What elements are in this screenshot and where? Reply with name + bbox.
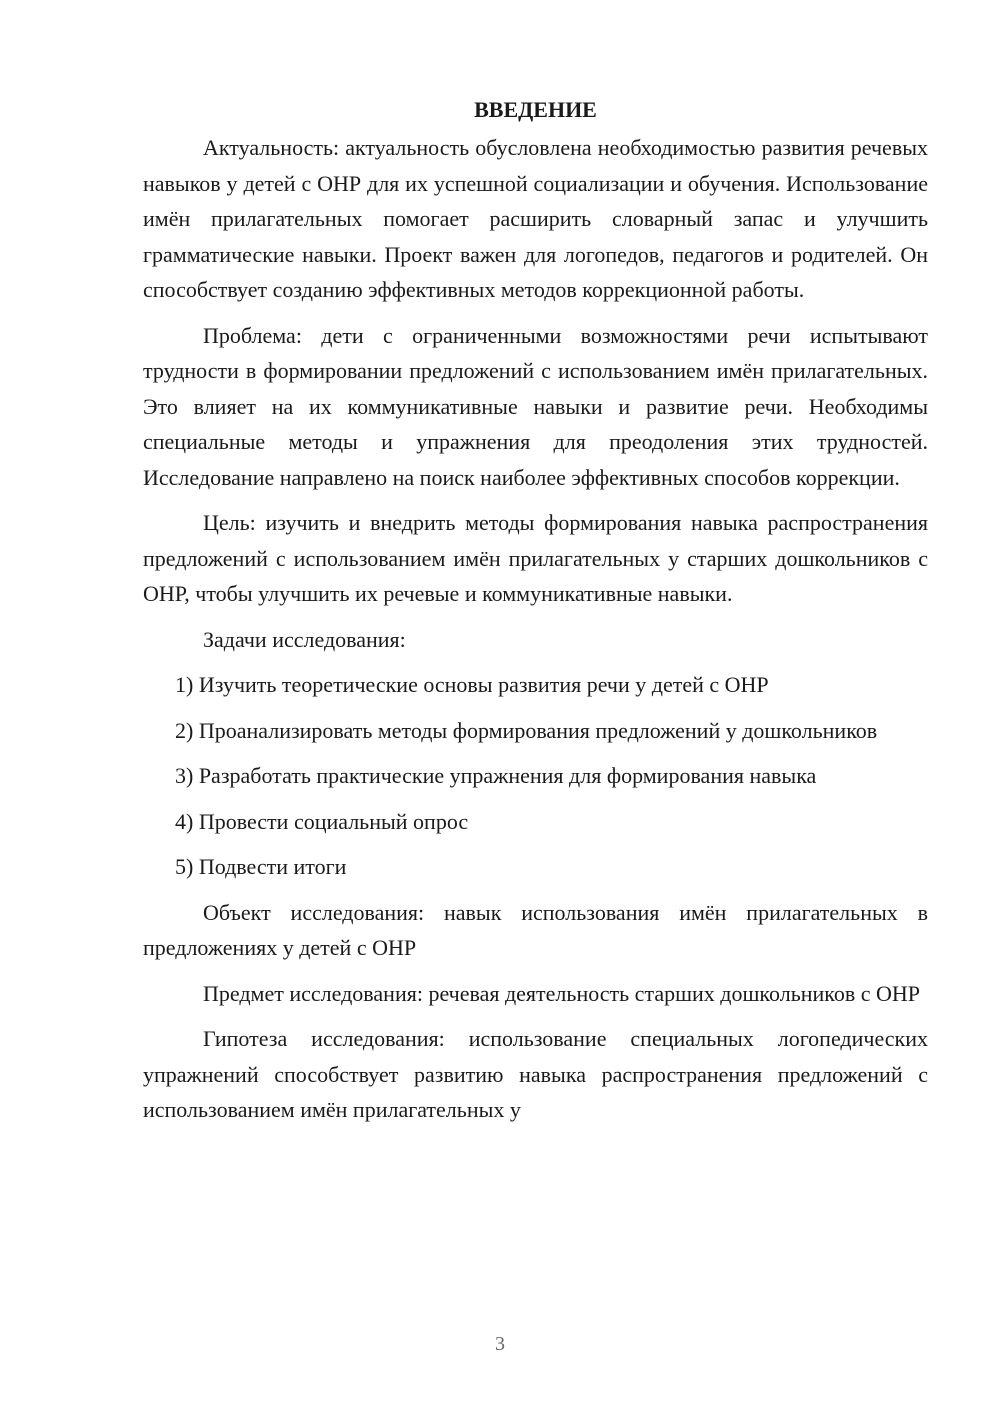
task-item-2: 2) Проанализировать методы формирования предложений у дошкольников — [175, 717, 878, 743]
object-paragraph: Объект исследования: навык использования имён прилагательных в предложениях у детей с ОНР — [143, 899, 928, 960]
task-item-4: 4) Провести социальный опрос — [175, 808, 469, 834]
page-number: 3 — [495, 1333, 505, 1355]
page-content — [143, 96, 928, 1138]
relevance-paragraph: Актуальность: актуальность обусловлена необходимостью развития речевых навыков у детей с ОНР для их успешной социализации и обучения. Использование имён прилагательных помогает расширить словарный запас и улучшить грамматические навыки. Проект важен для логопедов, педагогов и родителей. Он способствует созданию эффективных методов коррекционной работы. — [143, 135, 928, 302]
problem-paragraph: Проблема: дети с ограниченными возможностями речи испытывают трудности в формировании предложений с использованием имён прилагательных. Это влияет на их коммуникативные навыки и развитие речи. Необходимы специальные методы и упражнения для преодоления этих трудностей. Исследование направлено на поиск наиболее эффективных способов коррекции. — [143, 322, 928, 490]
subject-paragraph: Предмет исследования: речевая деятельность старших дошкольников с ОНР — [203, 980, 921, 1006]
hypothesis-paragraph: Гипотеза исследования: использование специальных логопедических упражнений способствует развитию навыка распространения предложений с использованием имён прилагательных у — [143, 1026, 928, 1122]
goal-paragraph: Цель: изучить и внедрить методы формирования навыка распространения предложений с использованием имён прилагательных у старших дошкольников с ОНР, чтобы улучшить их речевые и коммуникативные навыки. — [143, 510, 928, 606]
task-item-3: 3) Разработать практические упражнения для формирования навыка — [175, 763, 817, 788]
section-title: ВВЕДЕНИЕ — [474, 97, 597, 122]
tasks-heading: Задачи исследования: — [203, 626, 406, 652]
task-item-1: 1) Изучить теоретические основы развития речи у детей с ОНР — [175, 672, 769, 697]
task-item-5: 5) Подвести итоги — [175, 854, 347, 879]
